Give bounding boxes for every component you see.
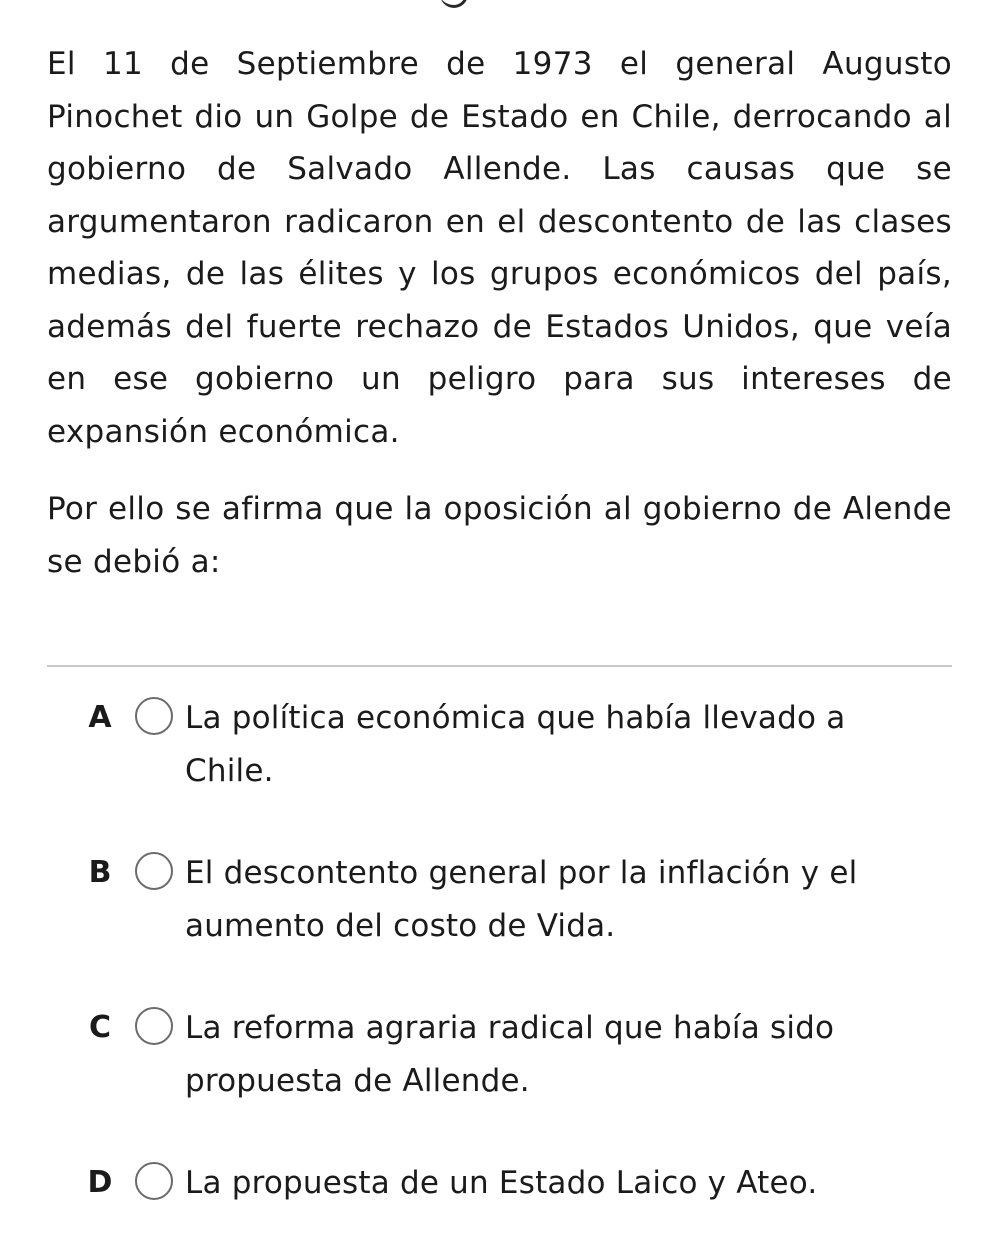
radio-button-icon[interactable] [135, 852, 173, 890]
divider [47, 665, 952, 667]
option-text: La política económica que había llevado a Chile. [185, 700, 846, 789]
option-letter: D [87, 1165, 113, 1200]
question-block [47, 38, 952, 588]
option-letter: A [88, 700, 112, 735]
option-letter: B [88, 855, 112, 890]
radio-button-icon[interactable] [135, 1007, 173, 1045]
question-paragraph: El 11 de Septiembre de 1973 el general Augusto Pinochet dio un Golpe de Estado en Chile, derrocando al gobierno de Salvado Allende. Las causas que se argumentaron radicaron en el descontento de las clases medias, de las élites y los grupos económicos del país, además del fuerte rechazo de Estados Unidos, que veía en ese gobierno un peligro para sus intereses de expansión económica. [47, 46, 952, 450]
radio-button-icon[interactable] [135, 697, 173, 735]
radio-button-icon[interactable] [135, 1162, 173, 1200]
option-text: La reforma agraria radical que había sido propuesta de Allende. [185, 1010, 835, 1099]
option-text: La propuesta de un Estado Laico y Ateo. [185, 1165, 818, 1201]
previous-content-fragment [440, 0, 468, 8]
option-letter: C [88, 1010, 112, 1045]
option-text: El descontento general por la inflación y el aumento del costo de Vida. [185, 855, 858, 944]
question-prompt: Por ello se afirma que la oposición al gobierno de Alende se debió a: [47, 491, 952, 580]
